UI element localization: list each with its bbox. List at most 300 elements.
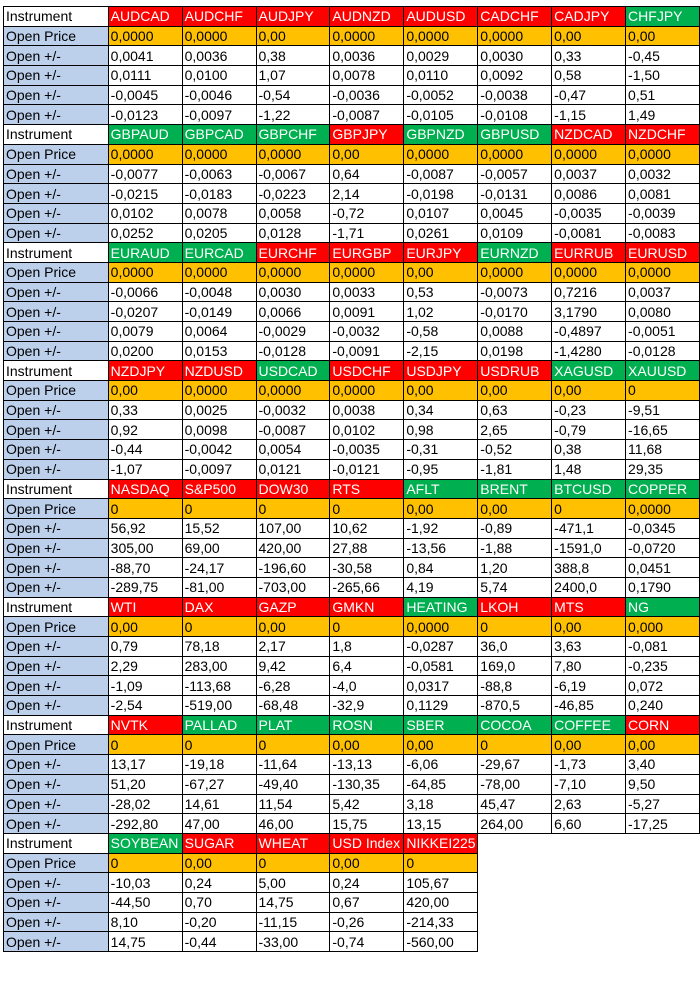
open-delta-cell[interactable]: 0,24: [330, 873, 404, 893]
open-price-cell[interactable]: 0: [552, 499, 626, 519]
open-delta-cell[interactable]: -0,0097: [182, 105, 256, 125]
open-delta-cell[interactable]: 0,1129: [404, 696, 478, 716]
open-delta-cell[interactable]: -0,0097: [182, 459, 256, 479]
open-delta-cell[interactable]: 0,63: [478, 400, 552, 420]
open-delta-cell[interactable]: 51,20: [108, 774, 182, 794]
open-delta-cell[interactable]: -0,0091: [330, 341, 404, 361]
instrument-name-cell[interactable]: COCOA: [478, 715, 552, 735]
open-delta-cell[interactable]: -214,33: [404, 912, 478, 932]
open-delta-cell[interactable]: 0,0032: [626, 164, 700, 184]
open-delta-cell[interactable]: 0,79: [108, 637, 182, 657]
open-delta-cell[interactable]: 9,42: [256, 656, 330, 676]
open-delta-cell[interactable]: -471,1: [552, 518, 626, 538]
open-price-cell[interactable]: 0,00: [330, 144, 404, 164]
open-delta-cell[interactable]: 14,61: [182, 794, 256, 814]
open-delta-cell[interactable]: -6,19: [552, 676, 626, 696]
open-price-cell[interactable]: 0: [330, 617, 404, 637]
open-delta-cell[interactable]: 0,0029: [404, 46, 478, 66]
instrument-name-cell[interactable]: XAUUSD: [626, 361, 700, 381]
open-delta-cell[interactable]: -0,4897: [552, 322, 626, 342]
open-delta-cell[interactable]: -1591,0: [552, 538, 626, 558]
open-price-cell[interactable]: 0,0000: [626, 144, 700, 164]
open-delta-cell[interactable]: -0,0035: [552, 203, 626, 223]
open-price-cell[interactable]: 0,00: [552, 735, 626, 755]
open-delta-cell[interactable]: 69,00: [182, 538, 256, 558]
instrument-name-cell[interactable]: USDRUB: [478, 361, 552, 381]
open-delta-cell[interactable]: 27,88: [330, 538, 404, 558]
open-price-cell[interactable]: 0,00: [256, 26, 330, 46]
open-delta-cell[interactable]: -0,23: [552, 400, 626, 420]
open-delta-cell[interactable]: -0,47: [552, 85, 626, 105]
open-delta-cell[interactable]: 2,63: [552, 794, 626, 814]
open-price-cell[interactable]: 0,0000: [626, 262, 700, 282]
open-delta-cell[interactable]: 0,0037: [626, 282, 700, 302]
instrument-name-cell[interactable]: CADCHF: [478, 7, 552, 27]
open-delta-cell[interactable]: 7,80: [552, 656, 626, 676]
open-delta-cell[interactable]: -0,0067: [256, 164, 330, 184]
open-delta-cell[interactable]: -0,0032: [330, 322, 404, 342]
open-delta-cell[interactable]: -196,60: [256, 558, 330, 578]
open-price-cell[interactable]: 0,00: [404, 735, 478, 755]
open-price-cell[interactable]: 0,0000: [404, 617, 478, 637]
instrument-name-cell[interactable]: PLAT: [256, 715, 330, 735]
instrument-name-cell[interactable]: CHFJPY: [626, 7, 700, 27]
open-price-cell[interactable]: 0,0000: [182, 144, 256, 164]
open-delta-cell[interactable]: 0,0111: [108, 66, 182, 86]
open-price-cell[interactable]: 0,00: [404, 262, 478, 282]
open-delta-cell[interactable]: 0,38: [256, 46, 330, 66]
open-delta-cell[interactable]: 14,75: [108, 932, 182, 952]
instrument-name-cell[interactable]: WHEAT: [256, 833, 330, 853]
instrument-name-cell[interactable]: USDCHF: [330, 361, 404, 381]
instrument-name-cell[interactable]: RTS: [330, 479, 404, 499]
open-delta-cell[interactable]: 0,0091: [330, 302, 404, 322]
instrument-name-cell[interactable]: NIKKEI225: [404, 833, 478, 853]
open-delta-cell[interactable]: 0,0081: [626, 184, 700, 204]
open-delta-cell[interactable]: 105,67: [404, 873, 478, 893]
open-delta-cell[interactable]: 10,62: [330, 518, 404, 538]
open-delta-cell[interactable]: 3,18: [404, 794, 478, 814]
open-delta-cell[interactable]: 0,34: [404, 400, 478, 420]
open-delta-cell[interactable]: 0,51: [626, 85, 700, 105]
instrument-name-cell[interactable]: SBER: [404, 715, 478, 735]
open-delta-cell[interactable]: -1,92: [404, 518, 478, 538]
open-price-cell[interactable]: 0,0000: [478, 26, 552, 46]
open-delta-cell[interactable]: -0,0170: [478, 302, 552, 322]
open-delta-cell[interactable]: 388,8: [552, 558, 626, 578]
open-price-cell[interactable]: 0: [330, 499, 404, 519]
open-delta-cell[interactable]: -5,27: [626, 794, 700, 814]
open-delta-cell[interactable]: -1,07: [108, 459, 182, 479]
open-price-cell[interactable]: 0: [256, 735, 330, 755]
open-delta-cell[interactable]: -32,9: [330, 696, 404, 716]
open-delta-cell[interactable]: 0,1790: [626, 577, 700, 597]
open-delta-cell[interactable]: -24,17: [182, 558, 256, 578]
open-price-cell[interactable]: 0: [108, 853, 182, 873]
instrument-name-cell[interactable]: USD Index: [330, 833, 404, 853]
open-delta-cell[interactable]: -0,0128: [256, 341, 330, 361]
open-delta-cell[interactable]: -0,54: [256, 85, 330, 105]
open-delta-cell[interactable]: 0,0128: [256, 223, 330, 243]
open-delta-cell[interactable]: -11,15: [256, 912, 330, 932]
open-delta-cell[interactable]: -2,54: [108, 696, 182, 716]
open-delta-cell[interactable]: 0,24: [182, 873, 256, 893]
open-price-cell[interactable]: 0,00: [552, 617, 626, 637]
open-delta-cell[interactable]: 0,0205: [182, 223, 256, 243]
open-price-cell[interactable]: 0: [626, 381, 700, 401]
instrument-name-cell[interactable]: EURUSD: [626, 243, 700, 263]
open-delta-cell[interactable]: -28,02: [108, 794, 182, 814]
open-delta-cell[interactable]: -1,71: [330, 223, 404, 243]
instrument-name-cell[interactable]: EURCAD: [182, 243, 256, 263]
instrument-name-cell[interactable]: GAZP: [256, 597, 330, 617]
open-price-cell[interactable]: 0,0000: [404, 144, 478, 164]
open-price-cell[interactable]: 0: [108, 735, 182, 755]
open-delta-cell[interactable]: -0,44: [108, 440, 182, 460]
open-delta-cell[interactable]: 107,00: [256, 518, 330, 538]
open-delta-cell[interactable]: -0,31: [404, 440, 478, 460]
open-delta-cell[interactable]: -78,00: [478, 774, 552, 794]
open-price-cell[interactable]: 0,00: [552, 381, 626, 401]
instrument-name-cell[interactable]: GBPCAD: [182, 125, 256, 145]
open-delta-cell[interactable]: 1,07: [256, 66, 330, 86]
open-price-cell[interactable]: 0,0000: [552, 144, 626, 164]
open-delta-cell[interactable]: -0,0123: [108, 105, 182, 125]
open-price-cell[interactable]: 0,0000: [478, 144, 552, 164]
open-delta-cell[interactable]: -0,26: [330, 912, 404, 932]
open-delta-cell[interactable]: 0,67: [330, 892, 404, 912]
open-delta-cell[interactable]: -81,00: [182, 577, 256, 597]
open-price-cell[interactable]: 0,00: [404, 381, 478, 401]
open-delta-cell[interactable]: -0,0039: [626, 203, 700, 223]
open-delta-cell[interactable]: -68,48: [256, 696, 330, 716]
open-delta-cell[interactable]: -1,81: [478, 459, 552, 479]
instrument-name-cell[interactable]: EURAUD: [108, 243, 182, 263]
open-delta-cell[interactable]: -560,00: [404, 932, 478, 952]
open-delta-cell[interactable]: 1,48: [552, 459, 626, 479]
open-delta-cell[interactable]: 0,53: [404, 282, 478, 302]
open-delta-cell[interactable]: 0,0198: [478, 341, 552, 361]
open-delta-cell[interactable]: -0,0048: [182, 282, 256, 302]
instrument-name-cell[interactable]: GBPNZD: [404, 125, 478, 145]
open-delta-cell[interactable]: -0,0035: [330, 440, 404, 460]
open-delta-cell[interactable]: 0,0100: [182, 66, 256, 86]
instrument-name-cell[interactable]: NZDCAD: [552, 125, 626, 145]
open-delta-cell[interactable]: 45,47: [478, 794, 552, 814]
instrument-name-cell[interactable]: HEATING: [404, 597, 478, 617]
instrument-name-cell[interactable]: NZDCHF: [626, 125, 700, 145]
open-delta-cell[interactable]: -0,0105: [404, 105, 478, 125]
open-delta-cell[interactable]: -0,0036: [330, 85, 404, 105]
open-delta-cell[interactable]: -0,0087: [256, 420, 330, 440]
open-delta-cell[interactable]: 0,0078: [330, 66, 404, 86]
open-delta-cell[interactable]: 0,0030: [478, 46, 552, 66]
instrument-name-cell[interactable]: GBPUSD: [478, 125, 552, 145]
open-delta-cell[interactable]: -0,0087: [404, 164, 478, 184]
open-price-cell[interactable]: 0,00: [256, 617, 330, 637]
open-delta-cell[interactable]: 0,64: [330, 164, 404, 184]
open-delta-cell[interactable]: -292,80: [108, 814, 182, 834]
open-delta-cell[interactable]: 2400,0: [552, 577, 626, 597]
open-delta-cell[interactable]: 0,0045: [478, 203, 552, 223]
open-delta-cell[interactable]: 0,0037: [552, 164, 626, 184]
open-delta-cell[interactable]: 0,58: [552, 66, 626, 86]
open-delta-cell[interactable]: 13,17: [108, 755, 182, 775]
open-price-cell[interactable]: 0,0000: [478, 262, 552, 282]
open-delta-cell[interactable]: 0,0110: [404, 66, 478, 86]
open-delta-cell[interactable]: -13,13: [330, 755, 404, 775]
open-delta-cell[interactable]: -0,58: [404, 322, 478, 342]
open-delta-cell[interactable]: 0,0058: [256, 203, 330, 223]
open-delta-cell[interactable]: -17,25: [626, 814, 700, 834]
open-delta-cell[interactable]: 15,52: [182, 518, 256, 538]
open-delta-cell[interactable]: 169,0: [478, 656, 552, 676]
instrument-name-cell[interactable]: USDCAD: [256, 361, 330, 381]
open-delta-cell[interactable]: 8,10: [108, 912, 182, 932]
open-price-cell[interactable]: 0,00: [404, 499, 478, 519]
instrument-name-cell[interactable]: NVTK: [108, 715, 182, 735]
open-delta-cell[interactable]: -0,0149: [182, 302, 256, 322]
open-delta-cell[interactable]: -33,00: [256, 932, 330, 952]
open-delta-cell[interactable]: -0,0121: [330, 459, 404, 479]
open-delta-cell[interactable]: 264,00: [478, 814, 552, 834]
open-price-cell[interactable]: 0,00: [552, 26, 626, 46]
open-delta-cell[interactable]: -1,15: [552, 105, 626, 125]
open-delta-cell[interactable]: -0,74: [330, 932, 404, 952]
open-delta-cell[interactable]: -130,35: [330, 774, 404, 794]
open-delta-cell[interactable]: -0,20: [182, 912, 256, 932]
open-delta-cell[interactable]: 1,8: [330, 637, 404, 657]
open-delta-cell[interactable]: 0,0102: [108, 203, 182, 223]
instrument-name-cell[interactable]: ROSN: [330, 715, 404, 735]
open-delta-cell[interactable]: -1,50: [626, 66, 700, 86]
open-delta-cell[interactable]: 420,00: [256, 538, 330, 558]
instrument-name-cell[interactable]: COFFEE: [552, 715, 626, 735]
instrument-name-cell[interactable]: AUDJPY: [256, 7, 330, 27]
open-delta-cell[interactable]: -0,0046: [182, 85, 256, 105]
open-price-cell[interactable]: 0: [182, 617, 256, 637]
open-delta-cell[interactable]: 6,4: [330, 656, 404, 676]
open-delta-cell[interactable]: -1,73: [552, 755, 626, 775]
open-delta-cell[interactable]: 0,92: [108, 420, 182, 440]
instrument-name-cell[interactable]: COPPER: [626, 479, 700, 499]
open-price-cell[interactable]: 0,00: [478, 499, 552, 519]
open-delta-cell[interactable]: -0,0083: [626, 223, 700, 243]
instrument-name-cell[interactable]: EURCHF: [256, 243, 330, 263]
instrument-name-cell[interactable]: S&P500: [182, 479, 256, 499]
open-delta-cell[interactable]: 0,33: [108, 400, 182, 420]
open-delta-cell[interactable]: -6,06: [404, 755, 478, 775]
open-delta-cell[interactable]: 0,0080: [626, 302, 700, 322]
open-price-cell[interactable]: 0,0000: [330, 262, 404, 282]
open-delta-cell[interactable]: -0,95: [404, 459, 478, 479]
instrument-name-cell[interactable]: SOYBEAN: [108, 833, 182, 853]
instrument-name-cell[interactable]: PALLAD: [182, 715, 256, 735]
open-delta-cell[interactable]: 0,0078: [182, 203, 256, 223]
open-delta-cell[interactable]: -0,0108: [478, 105, 552, 125]
open-delta-cell[interactable]: 3,63: [552, 637, 626, 657]
open-delta-cell[interactable]: -10,03: [108, 873, 182, 893]
open-delta-cell[interactable]: 420,00: [404, 892, 478, 912]
open-price-cell[interactable]: 0,00: [330, 853, 404, 873]
open-delta-cell[interactable]: 0,0107: [404, 203, 478, 223]
open-delta-cell[interactable]: -0,0081: [552, 223, 626, 243]
instrument-name-cell[interactable]: MTS: [552, 597, 626, 617]
open-price-cell[interactable]: 0,0000: [404, 26, 478, 46]
open-delta-cell[interactable]: -0,0207: [108, 302, 182, 322]
instrument-name-cell[interactable]: GBPJPY: [330, 125, 404, 145]
instrument-name-cell[interactable]: WTI: [108, 597, 182, 617]
instrument-name-cell[interactable]: DAX: [182, 597, 256, 617]
open-delta-cell[interactable]: -0,0198: [404, 184, 478, 204]
open-delta-cell[interactable]: -0,0073: [478, 282, 552, 302]
open-delta-cell[interactable]: -519,00: [182, 696, 256, 716]
open-price-cell[interactable]: 0,00: [330, 735, 404, 755]
instrument-name-cell[interactable]: AUDCHF: [182, 7, 256, 27]
open-delta-cell[interactable]: -1,09: [108, 676, 182, 696]
open-delta-cell[interactable]: 0,0200: [108, 341, 182, 361]
open-delta-cell[interactable]: 4,19: [404, 577, 478, 597]
open-delta-cell[interactable]: 305,00: [108, 538, 182, 558]
instrument-name-cell[interactable]: GMKN: [330, 597, 404, 617]
open-price-cell[interactable]: 0,0000: [182, 381, 256, 401]
open-delta-cell[interactable]: -88,70: [108, 558, 182, 578]
open-delta-cell[interactable]: 9,50: [626, 774, 700, 794]
open-delta-cell[interactable]: 0,70: [182, 892, 256, 912]
instrument-name-cell[interactable]: XAGUSD: [552, 361, 626, 381]
open-delta-cell[interactable]: -1,4280: [552, 341, 626, 361]
open-delta-cell[interactable]: 0,0092: [478, 66, 552, 86]
open-delta-cell[interactable]: 0,0033: [330, 282, 404, 302]
open-delta-cell[interactable]: -0,0045: [108, 85, 182, 105]
open-price-cell[interactable]: 0,0000: [108, 144, 182, 164]
open-delta-cell[interactable]: -0,0287: [404, 637, 478, 657]
open-price-cell[interactable]: 0,00: [478, 381, 552, 401]
open-price-cell[interactable]: 0,0000: [256, 381, 330, 401]
instrument-name-cell[interactable]: GBPAUD: [108, 125, 182, 145]
open-price-cell[interactable]: 0,0000: [108, 262, 182, 282]
open-price-cell[interactable]: 0,000: [626, 617, 700, 637]
instrument-name-cell[interactable]: AFLT: [404, 479, 478, 499]
open-delta-cell[interactable]: -0,0066: [108, 282, 182, 302]
instrument-name-cell[interactable]: DOW30: [256, 479, 330, 499]
open-delta-cell[interactable]: -0,0223: [256, 184, 330, 204]
open-delta-cell[interactable]: -49,40: [256, 774, 330, 794]
open-delta-cell[interactable]: 3,1790: [552, 302, 626, 322]
open-delta-cell[interactable]: -0,0720: [626, 538, 700, 558]
open-delta-cell[interactable]: -0,0057: [478, 164, 552, 184]
open-delta-cell[interactable]: -0,0345: [626, 518, 700, 538]
open-delta-cell[interactable]: 5,74: [478, 577, 552, 597]
open-delta-cell[interactable]: 0,33: [552, 46, 626, 66]
open-delta-cell[interactable]: 0,0064: [182, 322, 256, 342]
open-delta-cell[interactable]: 6,60: [552, 814, 626, 834]
open-delta-cell[interactable]: 15,75: [330, 814, 404, 834]
open-delta-cell[interactable]: 0,072: [626, 676, 700, 696]
open-delta-cell[interactable]: -0,0051: [626, 322, 700, 342]
open-delta-cell[interactable]: -0,0029: [256, 322, 330, 342]
open-delta-cell[interactable]: -0,0077: [108, 164, 182, 184]
open-delta-cell[interactable]: -0,0581: [404, 656, 478, 676]
open-delta-cell[interactable]: 0,0451: [626, 558, 700, 578]
open-delta-cell[interactable]: -0,081: [626, 637, 700, 657]
open-delta-cell[interactable]: 0,0153: [182, 341, 256, 361]
open-delta-cell[interactable]: 0,0079: [108, 322, 182, 342]
open-delta-cell[interactable]: -0,44: [182, 932, 256, 952]
open-delta-cell[interactable]: -46,85: [552, 696, 626, 716]
open-price-cell[interactable]: 0,0000: [552, 262, 626, 282]
instrument-name-cell[interactable]: EURNZD: [478, 243, 552, 263]
open-delta-cell[interactable]: -44,50: [108, 892, 182, 912]
open-delta-cell[interactable]: 46,00: [256, 814, 330, 834]
open-delta-cell[interactable]: 0,0030: [256, 282, 330, 302]
open-delta-cell[interactable]: 0,0041: [108, 46, 182, 66]
open-price-cell[interactable]: 0: [478, 617, 552, 637]
open-delta-cell[interactable]: 0,0109: [478, 223, 552, 243]
open-price-cell[interactable]: 0: [256, 853, 330, 873]
open-delta-cell[interactable]: 29,35: [626, 459, 700, 479]
open-price-cell[interactable]: 0: [108, 499, 182, 519]
open-delta-cell[interactable]: 2,17: [256, 637, 330, 657]
open-delta-cell[interactable]: 0,98: [404, 420, 478, 440]
open-delta-cell[interactable]: 0,0036: [330, 46, 404, 66]
instrument-name-cell[interactable]: GBPCHF: [256, 125, 330, 145]
open-delta-cell[interactable]: -703,00: [256, 577, 330, 597]
open-delta-cell[interactable]: -13,56: [404, 538, 478, 558]
open-delta-cell[interactable]: 3,40: [626, 755, 700, 775]
open-price-cell[interactable]: 0,0000: [182, 26, 256, 46]
instrument-name-cell[interactable]: EURGBP: [330, 243, 404, 263]
instrument-name-cell[interactable]: EURJPY: [404, 243, 478, 263]
open-delta-cell[interactable]: -289,75: [108, 577, 182, 597]
open-delta-cell[interactable]: -0,0052: [404, 85, 478, 105]
open-delta-cell[interactable]: -0,0131: [478, 184, 552, 204]
open-delta-cell[interactable]: -0,72: [330, 203, 404, 223]
instrument-name-cell[interactable]: NZDJPY: [108, 361, 182, 381]
open-delta-cell[interactable]: 2,29: [108, 656, 182, 676]
open-delta-cell[interactable]: -88,8: [478, 676, 552, 696]
instrument-name-cell[interactable]: BRENT: [478, 479, 552, 499]
open-delta-cell[interactable]: 0,0317: [404, 676, 478, 696]
instrument-name-cell[interactable]: CADJPY: [552, 7, 626, 27]
open-price-cell[interactable]: 0: [182, 735, 256, 755]
instrument-name-cell[interactable]: NASDAQ: [108, 479, 182, 499]
open-delta-cell[interactable]: -0,89: [478, 518, 552, 538]
open-delta-cell[interactable]: 0,0036: [182, 46, 256, 66]
open-delta-cell[interactable]: 11,68: [626, 440, 700, 460]
instrument-name-cell[interactable]: AUDCAD: [108, 7, 182, 27]
open-delta-cell[interactable]: -1,88: [478, 538, 552, 558]
open-price-cell[interactable]: 0,0000: [330, 26, 404, 46]
open-delta-cell[interactable]: -9,51: [626, 400, 700, 420]
open-delta-cell[interactable]: -0,79: [552, 420, 626, 440]
open-delta-cell[interactable]: -4,0: [330, 676, 404, 696]
open-delta-cell[interactable]: 0,0252: [108, 223, 182, 243]
open-delta-cell[interactable]: 0,0066: [256, 302, 330, 322]
open-delta-cell[interactable]: 0,0054: [256, 440, 330, 460]
open-delta-cell[interactable]: 283,00: [182, 656, 256, 676]
open-delta-cell[interactable]: 56,92: [108, 518, 182, 538]
open-delta-cell[interactable]: -29,67: [478, 755, 552, 775]
open-delta-cell[interactable]: -0,52: [478, 440, 552, 460]
open-delta-cell[interactable]: 5,00: [256, 873, 330, 893]
open-delta-cell[interactable]: -113,68: [182, 676, 256, 696]
open-delta-cell[interactable]: 13,15: [404, 814, 478, 834]
instrument-name-cell[interactable]: NZDUSD: [182, 361, 256, 381]
open-delta-cell[interactable]: -67,27: [182, 774, 256, 794]
open-delta-cell[interactable]: -30,58: [330, 558, 404, 578]
open-delta-cell[interactable]: -19,18: [182, 755, 256, 775]
